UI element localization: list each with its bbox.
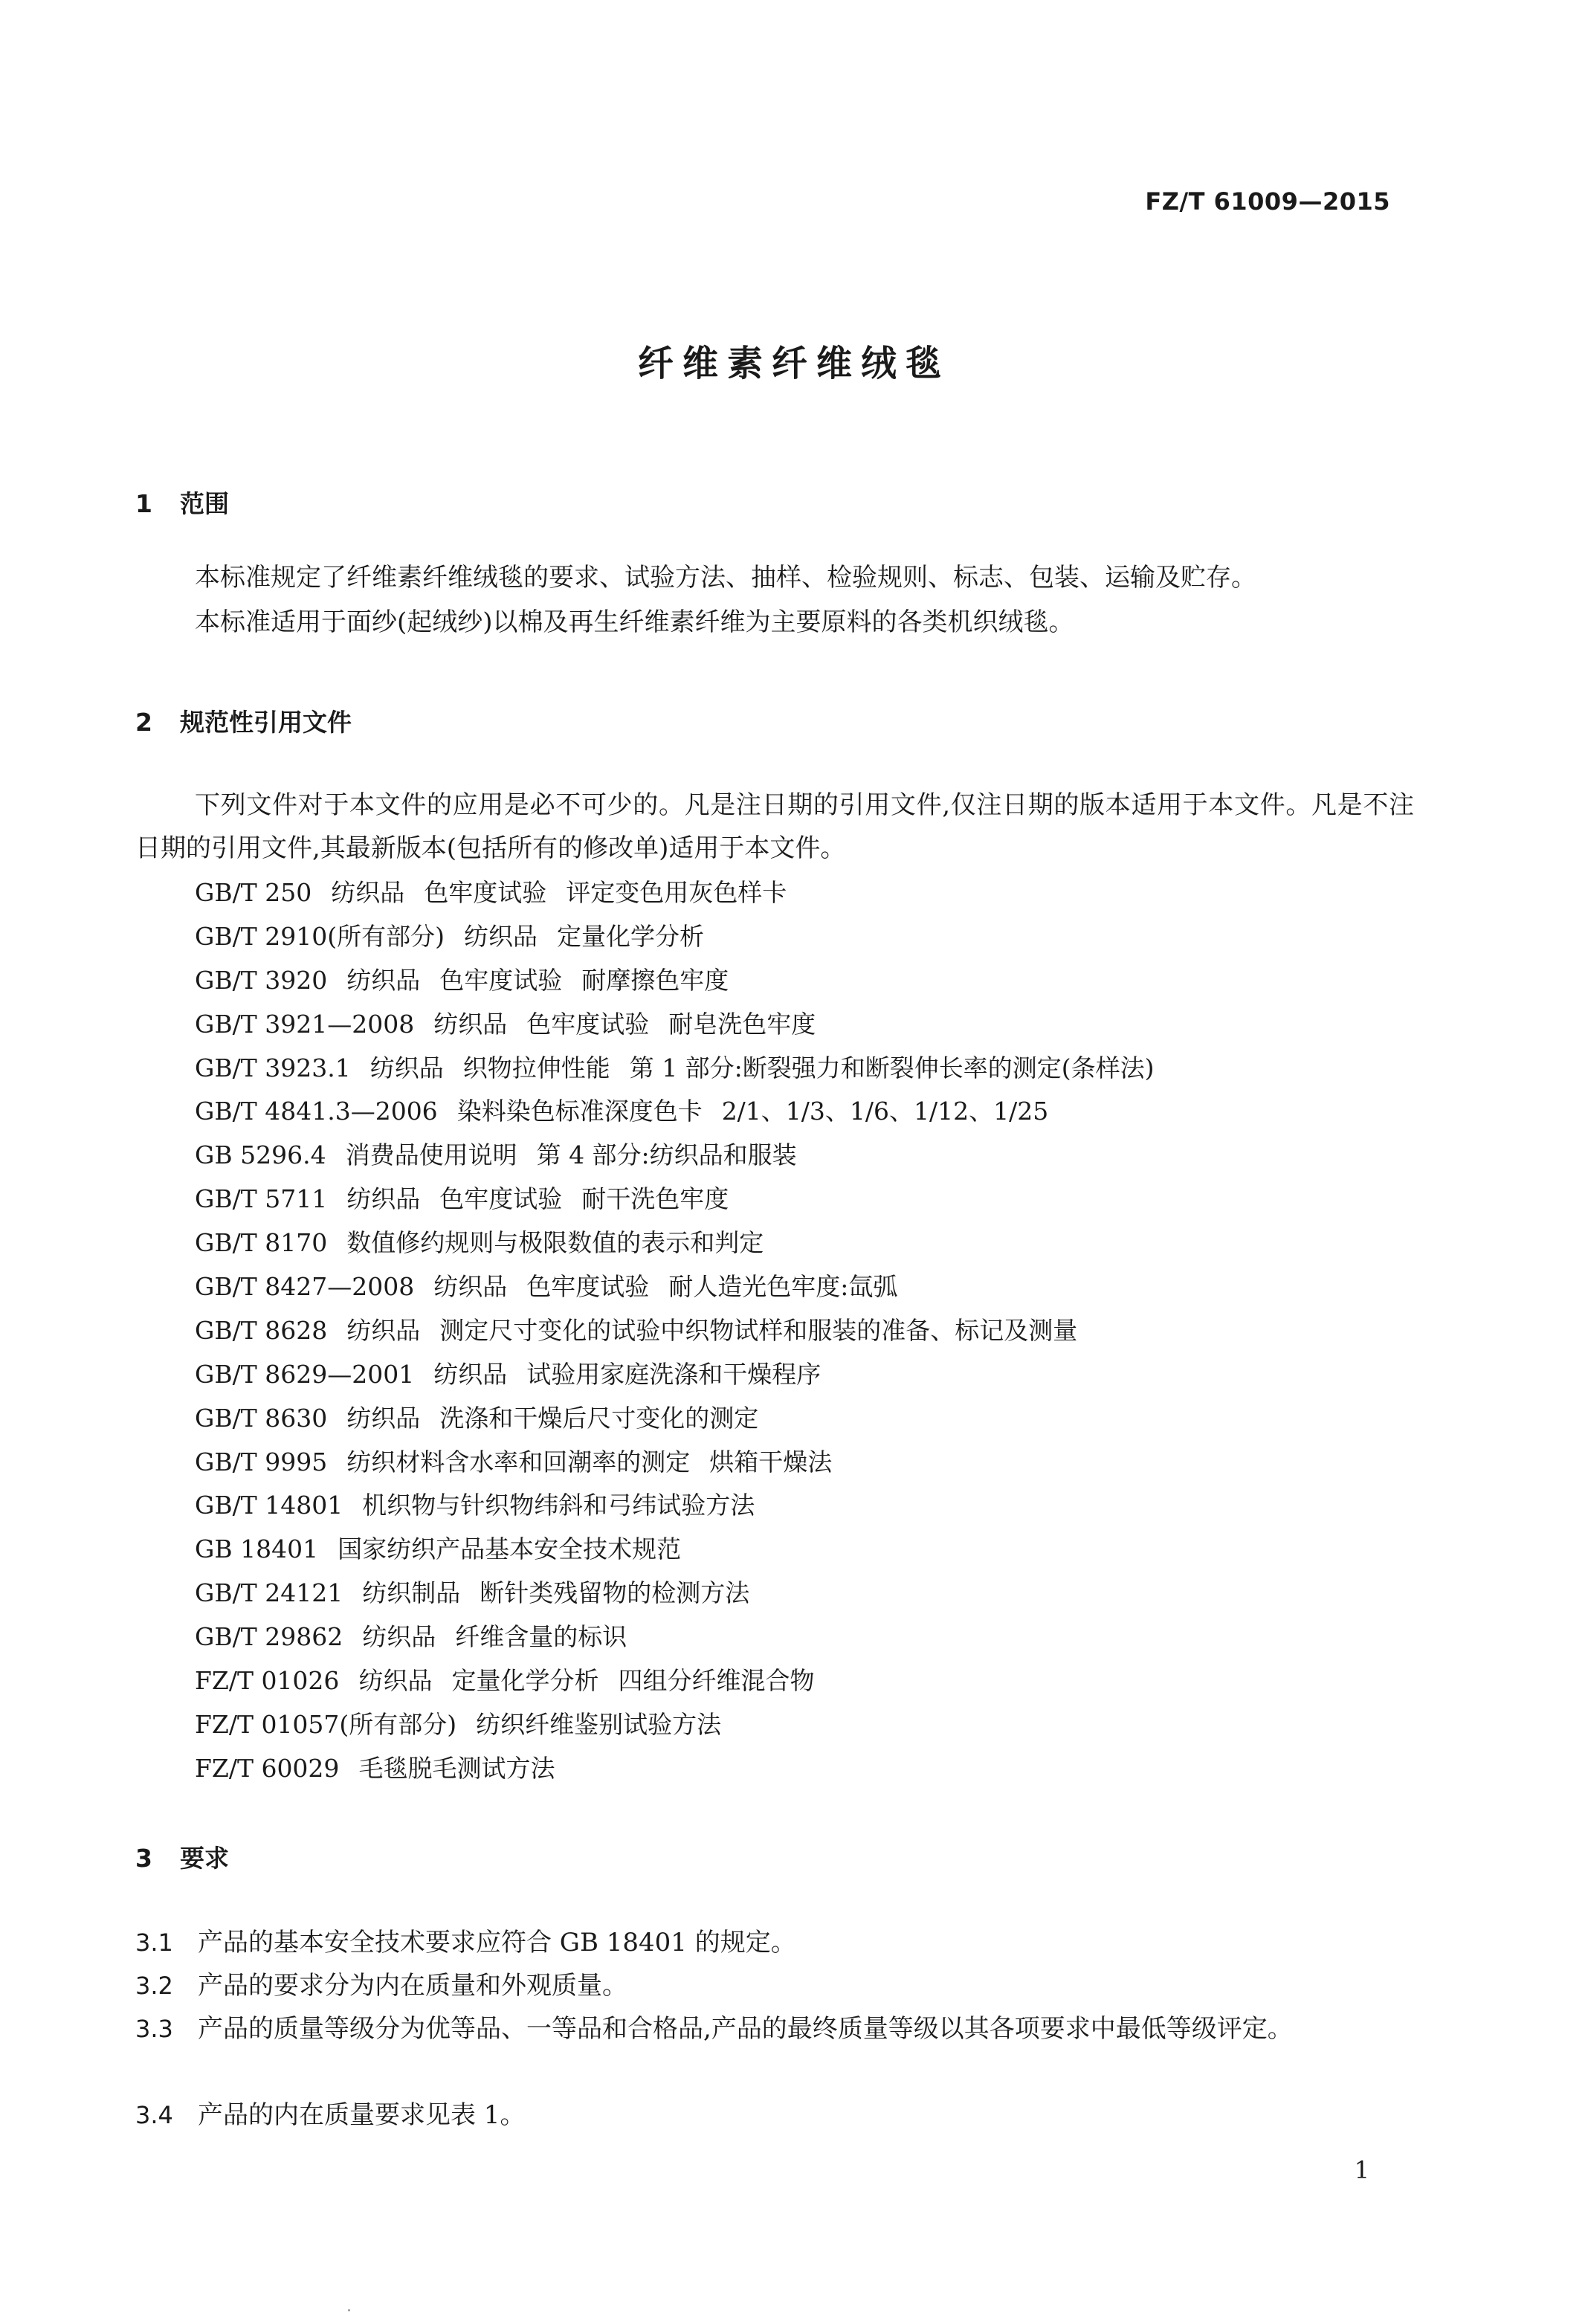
reference-item [195, 959, 1155, 1003]
reference-item [195, 1528, 1155, 1572]
ref-part: 色牢度试验 [439, 1184, 563, 1214]
section-number: 1 [135, 489, 152, 518]
ref-code: FZ/T 01026 [195, 1666, 340, 1696]
reference-item [195, 1659, 1155, 1703]
ref-part: 洗涤和干燥后尺寸变化的测定 [439, 1403, 759, 1433]
ref-part: 纺织品 [433, 1272, 508, 1302]
ref-part: 测定尺寸变化的试验中织物试样和服装的准备、标记及测量 [439, 1315, 1078, 1345]
ref-part: 纺织品 [346, 965, 421, 995]
clause-text: 产品的要求分为内在质量和外观质量。 [198, 1971, 627, 2001]
reference-item [195, 871, 1155, 915]
ref-part: 纤维含量的标识 [455, 1622, 627, 1652]
ref-part: 纺织品 [433, 1009, 508, 1039]
reference-item [195, 1397, 1155, 1441]
ref-code: FZ/T 01057(所有部分) [195, 1709, 457, 1739]
ref-part: 评定变色用灰色样卡 [566, 878, 787, 907]
section-title: 规范性引用文件 [180, 708, 352, 737]
ref-part: 国家纺织产品基本安全技术规范 [338, 1534, 682, 1564]
ref-code: GB/T 14801 [195, 1491, 343, 1520]
ref-code: GB/T 250 [195, 878, 312, 907]
reference-item [195, 1178, 1155, 1221]
ref-code: GB 18401 [195, 1534, 319, 1564]
ref-part: 色牢度试验 [424, 878, 547, 907]
ref-part: 第 4 部分:纺织品和服装 [536, 1140, 797, 1170]
ref-part: 毛毯脱毛测试方法 [358, 1753, 555, 1783]
clause-3-4 [135, 2094, 1429, 2137]
reference-item [195, 1572, 1155, 1615]
clause-number: 3.4 [135, 2101, 173, 2129]
ref-code: GB/T 2910(所有部分) [195, 921, 445, 951]
reference-item [195, 915, 1155, 959]
reference-item [195, 1134, 1155, 1178]
reference-item [195, 1221, 1155, 1265]
section-title: 范围 [180, 489, 229, 518]
ref-part: 纺织品 [358, 1666, 433, 1696]
page-number: 1 [1354, 2156, 1369, 2184]
section-2-heading [135, 703, 352, 738]
paragraph: 本标准规定了纤维素纤维绒毯的要求、试验方法、抽样、检验规则、标志、包装、运输及贮存。 [195, 563, 1256, 593]
ref-part: 纺织纤维鉴别试验方法 [476, 1709, 722, 1739]
section-number: 3 [135, 1844, 152, 1873]
ref-part: 色牢度试验 [526, 1272, 650, 1302]
document-title: 纤维素纤维绒毯 [637, 343, 950, 384]
ref-part: 纺织品 [346, 1184, 421, 1214]
clause-text: 产品的质量等级分为优等品、一等品和合格品,产品的最终质量等级以其各项要求中最低等级评定。 [198, 2014, 1293, 2044]
ref-part: 定量化学分析 [451, 1666, 599, 1696]
ref-part: 四组分纤维混合物 [618, 1666, 815, 1696]
ref-code: GB/T 8628 [195, 1315, 328, 1345]
ref-part: 定量化学分析 [556, 921, 704, 951]
ref-code: GB/T 5711 [195, 1184, 328, 1214]
paragraph: 本标准适用于面纱(起绒纱)以棉及再生纤维素纤维为主要原料的各类机织绒毯。 [195, 607, 1074, 637]
reference-item [195, 1747, 1155, 1791]
ref-part: 纺织品 [346, 1315, 421, 1345]
clause-number: 3.3 [135, 2015, 173, 2043]
ref-part: 纺织品 [369, 1053, 444, 1082]
reference-item [195, 1309, 1155, 1353]
scan-speck [348, 2309, 350, 2311]
ref-code: GB/T 3920 [195, 965, 328, 995]
ref-part: 色牢度试验 [439, 965, 563, 995]
ref-code: GB/T 3921—2008 [195, 1009, 415, 1039]
ref-part: 纺织制品 [362, 1578, 461, 1608]
ref-code: GB/T 3923.1 [195, 1053, 351, 1082]
ref-part: 织物拉伸性能 [462, 1053, 610, 1082]
clause-number: 3.2 [135, 1972, 173, 2000]
ref-code: GB/T 8630 [195, 1403, 328, 1433]
reference-item [195, 1441, 1155, 1485]
section-title: 要求 [180, 1844, 229, 1873]
ref-part: 耐摩擦色牢度 [581, 965, 729, 995]
reference-item [195, 1047, 1155, 1091]
ref-code: GB/T 8427—2008 [195, 1272, 415, 1302]
ref-part: 纺织品 [463, 921, 538, 951]
reference-item [195, 1090, 1155, 1134]
ref-part: 断针类残留物的检测方法 [480, 1578, 750, 1608]
section-2-intro: 下列文件对于本文件的应用是必不可少的。凡是注日期的引用文件,仅注日期的版本适用于本文件。凡是不注日期的引用文件,其最新版本(包括所有的修改单)适用于本文件。 [135, 790, 1414, 863]
section-3-heading [135, 1839, 229, 1874]
clause-3-3 [135, 2007, 1429, 2050]
reference-item [195, 1353, 1155, 1397]
reference-item [195, 1003, 1155, 1047]
clause-3-2 [135, 1964, 1429, 2007]
ref-part: 耐干洗色牢度 [581, 1184, 729, 1214]
ref-code: GB/T 8629—2001 [195, 1359, 415, 1389]
reference-item [195, 1484, 1155, 1528]
ref-part: 耐人造光色牢度:氙弧 [668, 1272, 898, 1302]
ref-part: 纺织品 [362, 1622, 436, 1652]
clause-text: 产品的内在质量要求见表 1。 [198, 2100, 526, 2130]
ref-part: 纺织品 [433, 1359, 508, 1389]
ref-code: GB/T 4841.3—2006 [195, 1097, 438, 1126]
reference-item [195, 1703, 1155, 1747]
reference-list [195, 871, 1155, 1791]
ref-part: 烘箱干燥法 [709, 1447, 833, 1476]
ref-part: 染料染色标准深度色卡 [456, 1097, 703, 1126]
ref-code: GB/T 24121 [195, 1578, 343, 1608]
ref-part: 数值修约规则与极限数值的表示和判定 [346, 1228, 764, 1258]
reference-item [195, 1615, 1155, 1659]
ref-code: GB/T 29862 [195, 1622, 343, 1652]
section-1-heading [135, 485, 229, 520]
ref-part: 2/1、1/3、1/6、1/12、1/25 [721, 1097, 1049, 1126]
clause-3-1 [135, 1921, 1429, 1964]
ref-code: GB 5296.4 [195, 1140, 326, 1170]
ref-part: 耐皂洗色牢度 [668, 1009, 816, 1039]
standard-code: FZ/T 61009—2015 [1145, 187, 1390, 216]
ref-code: GB/T 9995 [195, 1447, 328, 1476]
ref-part: 试验用家庭洗涤和干燥程序 [526, 1359, 822, 1389]
ref-part: 第 1 部分:断裂强力和断裂伸长率的测定(条样法) [629, 1053, 1155, 1082]
ref-code: GB/T 8170 [195, 1228, 328, 1258]
ref-code: FZ/T 60029 [195, 1753, 340, 1783]
reference-item [195, 1265, 1155, 1309]
ref-part: 纺织品 [331, 878, 405, 907]
clause-number: 3.1 [135, 1928, 173, 1957]
clause-text: 产品的基本安全技术要求应符合 GB 18401 的规定。 [198, 1928, 796, 1957]
section-number: 2 [135, 708, 152, 737]
ref-part: 纺织材料含水率和回潮率的测定 [346, 1447, 691, 1476]
ref-part: 色牢度试验 [526, 1009, 650, 1039]
ref-part: 纺织品 [346, 1403, 421, 1433]
ref-part: 消费品使用说明 [345, 1140, 517, 1170]
ref-part: 机织物与针织物纬斜和弓纬试验方法 [362, 1491, 755, 1520]
